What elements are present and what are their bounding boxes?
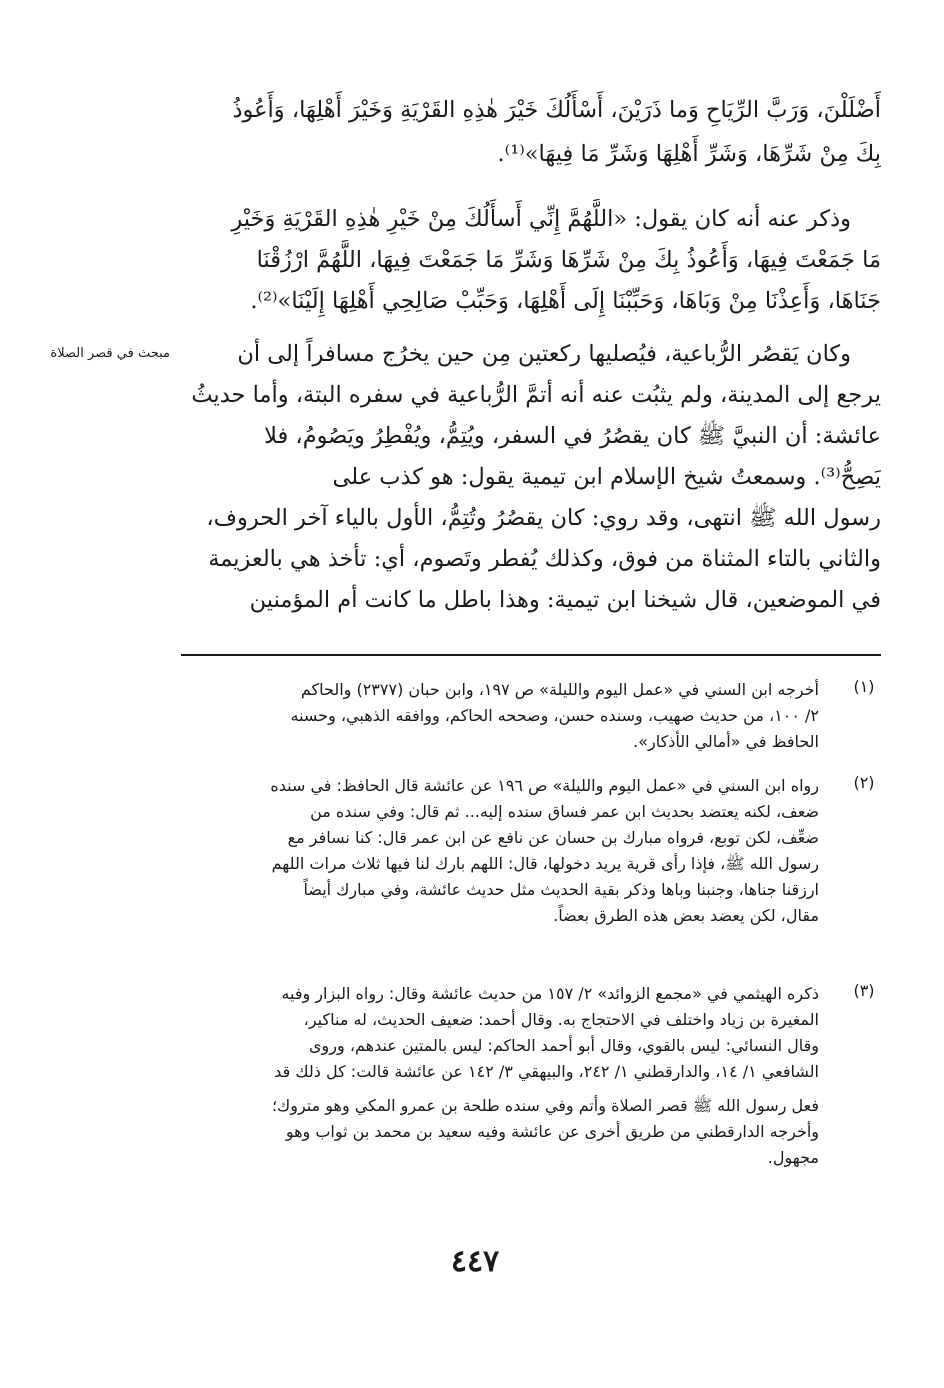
footnote-line: ارزقنا جناها، وجنبنا وباها وذكر بقية الحديث مثل حديث عائشة، وفي مبارك أيضاً	[303, 880, 819, 899]
text-line: وكان يَقصُر الرُّباعية، فيُصليها ركعتين مِن حين يخرُج مسافراً إلى أن	[237, 341, 851, 367]
footnote-line: ضعف، لكنه يعتضد بحديث ابن عمر فساق سنده إليه... ثم قال: وفي سنده من	[310, 802, 819, 821]
text-line: مَا جَمَعْتَ فِيهَا، وَأَعُوذُ بِكَ مِنْ شَرِّهَا وَشَرِّ مَا جَمَعْتَ فِيهَا، اللَّهُمَّ ارْزُقْنَا	[256, 247, 881, 273]
footnote-line: مجهول.	[767, 1148, 819, 1167]
margin-note: مبحث في قصر الصلاة	[50, 346, 170, 361]
footnote-2	[181, 773, 881, 929]
text-line: يَصِحُّ⁽³⁾. وسمعتُ شيخ الإسلام ابن تيمية يقول: هو كذب على	[332, 464, 881, 490]
footnote-body	[181, 981, 819, 1171]
text-line: جَنَاهَا، وَأَعِذْنَا مِنْ وَبَاهَا، وَحَبِّبْنَا إِلَى أَهْلِهَا، وَحَبِّبْ صَالِحِي أَهْلِهَا إِلَيْنَا»⁽²⁾.	[250, 288, 881, 314]
footnote-line: ذكره الهيثمي في «مجمع الزوائد» ٢/ ١٥٧ من حديث عائشة وقال: رواه البزار وفيه	[281, 984, 819, 1003]
footnote-line: وقال النسائي: ليس بالقوي، وقال أبو أحمد الحاكم: ليس بالمتين عندهم، وروى	[309, 1036, 819, 1055]
footnote-line: الحافظ في «أمالي الأذكار».	[633, 732, 819, 751]
footnote-separator	[181, 654, 881, 656]
footnote-3	[181, 981, 881, 1171]
footnote-line: رواه ابن السني في «عمل اليوم والليلة» ص ١٩٦ عن عائشة قال الحافظ: في سنده	[270, 776, 819, 795]
footnote-1	[181, 677, 881, 755]
main-paragraph-1	[181, 88, 881, 176]
footnote-line: المغيرة بن زياد واختلف في الاحتجاج به. وقال أحمد: ضعيف الحديث، له مناكير،	[303, 1010, 819, 1029]
footnote-line: وأخرجه الدارقطني من طريق أخرى عن عائشة وفيه سعيد بن محمد بن ثواب وهو	[285, 1122, 819, 1141]
text-line: رسول الله ﷺ انتهى، وقد روي: كان يقصُرُ وتُتِمُّ، الأول بالياء آخر الحروف،	[206, 505, 881, 531]
footnote-number: (٢)	[853, 773, 875, 792]
footnote-number: (١)	[853, 677, 875, 696]
page-number: ٤٤٧	[450, 1244, 500, 1279]
footnote-line: مقال، لكن يعضد بعض هذه الطرق بعضاً.	[553, 906, 819, 925]
footnote-body	[181, 677, 819, 755]
footnote-line: أخرجه ابن السني في «عمل اليوم والليلة» ص ١٩٧، وابن حبان (٢٣٧٧) والحاكم	[300, 680, 819, 699]
footnote-line: الشافعي ١/ ١٤، والدارقطني ١/ ٢٤٢، والبيهقي ٣/ ١٤٢ عن عائشة قالت: كل ذلك قد	[274, 1062, 819, 1081]
footnote-line: ٢/ ١٠٠، من حديث صهيب، وسنده حسن، وصححه الحاكم، ووافقه الذهبي، وحسنه	[290, 706, 819, 725]
footnote-number: (٣)	[853, 981, 875, 1000]
text-line: عائشة: أن النبيَّ ﷺ كان يقصُرُ في السفر، ويُتِمُّ، ويُفْطِرُ ويَصُومُ، فلا	[264, 423, 881, 449]
text-line: أَضْلَلْنَ، وَرَبَّ الرِّيَاحِ وَما ذَرَيْنَ، أَسْأَلُكَ خَيْرَ هٰذِهِ القَرْيَةِ وَخَيْرَ أَهْلِهَا، وَأَعُوذُ	[232, 97, 881, 123]
main-paragraph-3	[181, 334, 881, 621]
footnote-line: فعل رسول الله ﷺ قصر الصلاة وأتم وفي سنده طلحة بن عمرو المكي وهو متروك؛	[271, 1096, 819, 1115]
footnote-line: رسول الله ﷺ، فإذا رأى قرية يريد دخولها، قال: اللهم بارك لنا فيها ثلاث مرات اللهم	[271, 854, 819, 873]
main-paragraph-2	[181, 199, 881, 322]
text-line: في الموضعين، قال شيخنا ابن تيمية: وهذا باطل ما كانت أم المؤمنين	[249, 587, 881, 613]
text-line: وذكر عنه أنه كان يقول: «اللَّهُمَّ إِنِّي أَسأَلُكَ مِنْ خَيْرِ هٰذِهِ القَرْيَةِ وَخَيْرِ	[231, 206, 851, 232]
text-line: بِكَ مِنْ شَرِّهَا، وَشَرِّ أَهْلِهَا وَشَرِّ مَا فِيهَا»⁽¹⁾.	[497, 141, 881, 167]
text-line: والثاني بالتاء المثناة من فوق، وكذلك يُفطر وتَصوم، أي: تأخذ هي بالعزيمة	[208, 546, 881, 572]
footnote-line: ضعِّف، لكن توبع، فرواه مبارك بن حسان عن نافع عن ابن عمر قال: كنا نسافر مع	[287, 828, 819, 847]
text-line: يرجع إلى المدينة، ولم يثبُت عنه أنه أتمَّ الرُّباعية في سفره البتة، وأما حديثُ	[191, 382, 881, 408]
footnote-body	[181, 773, 819, 929]
